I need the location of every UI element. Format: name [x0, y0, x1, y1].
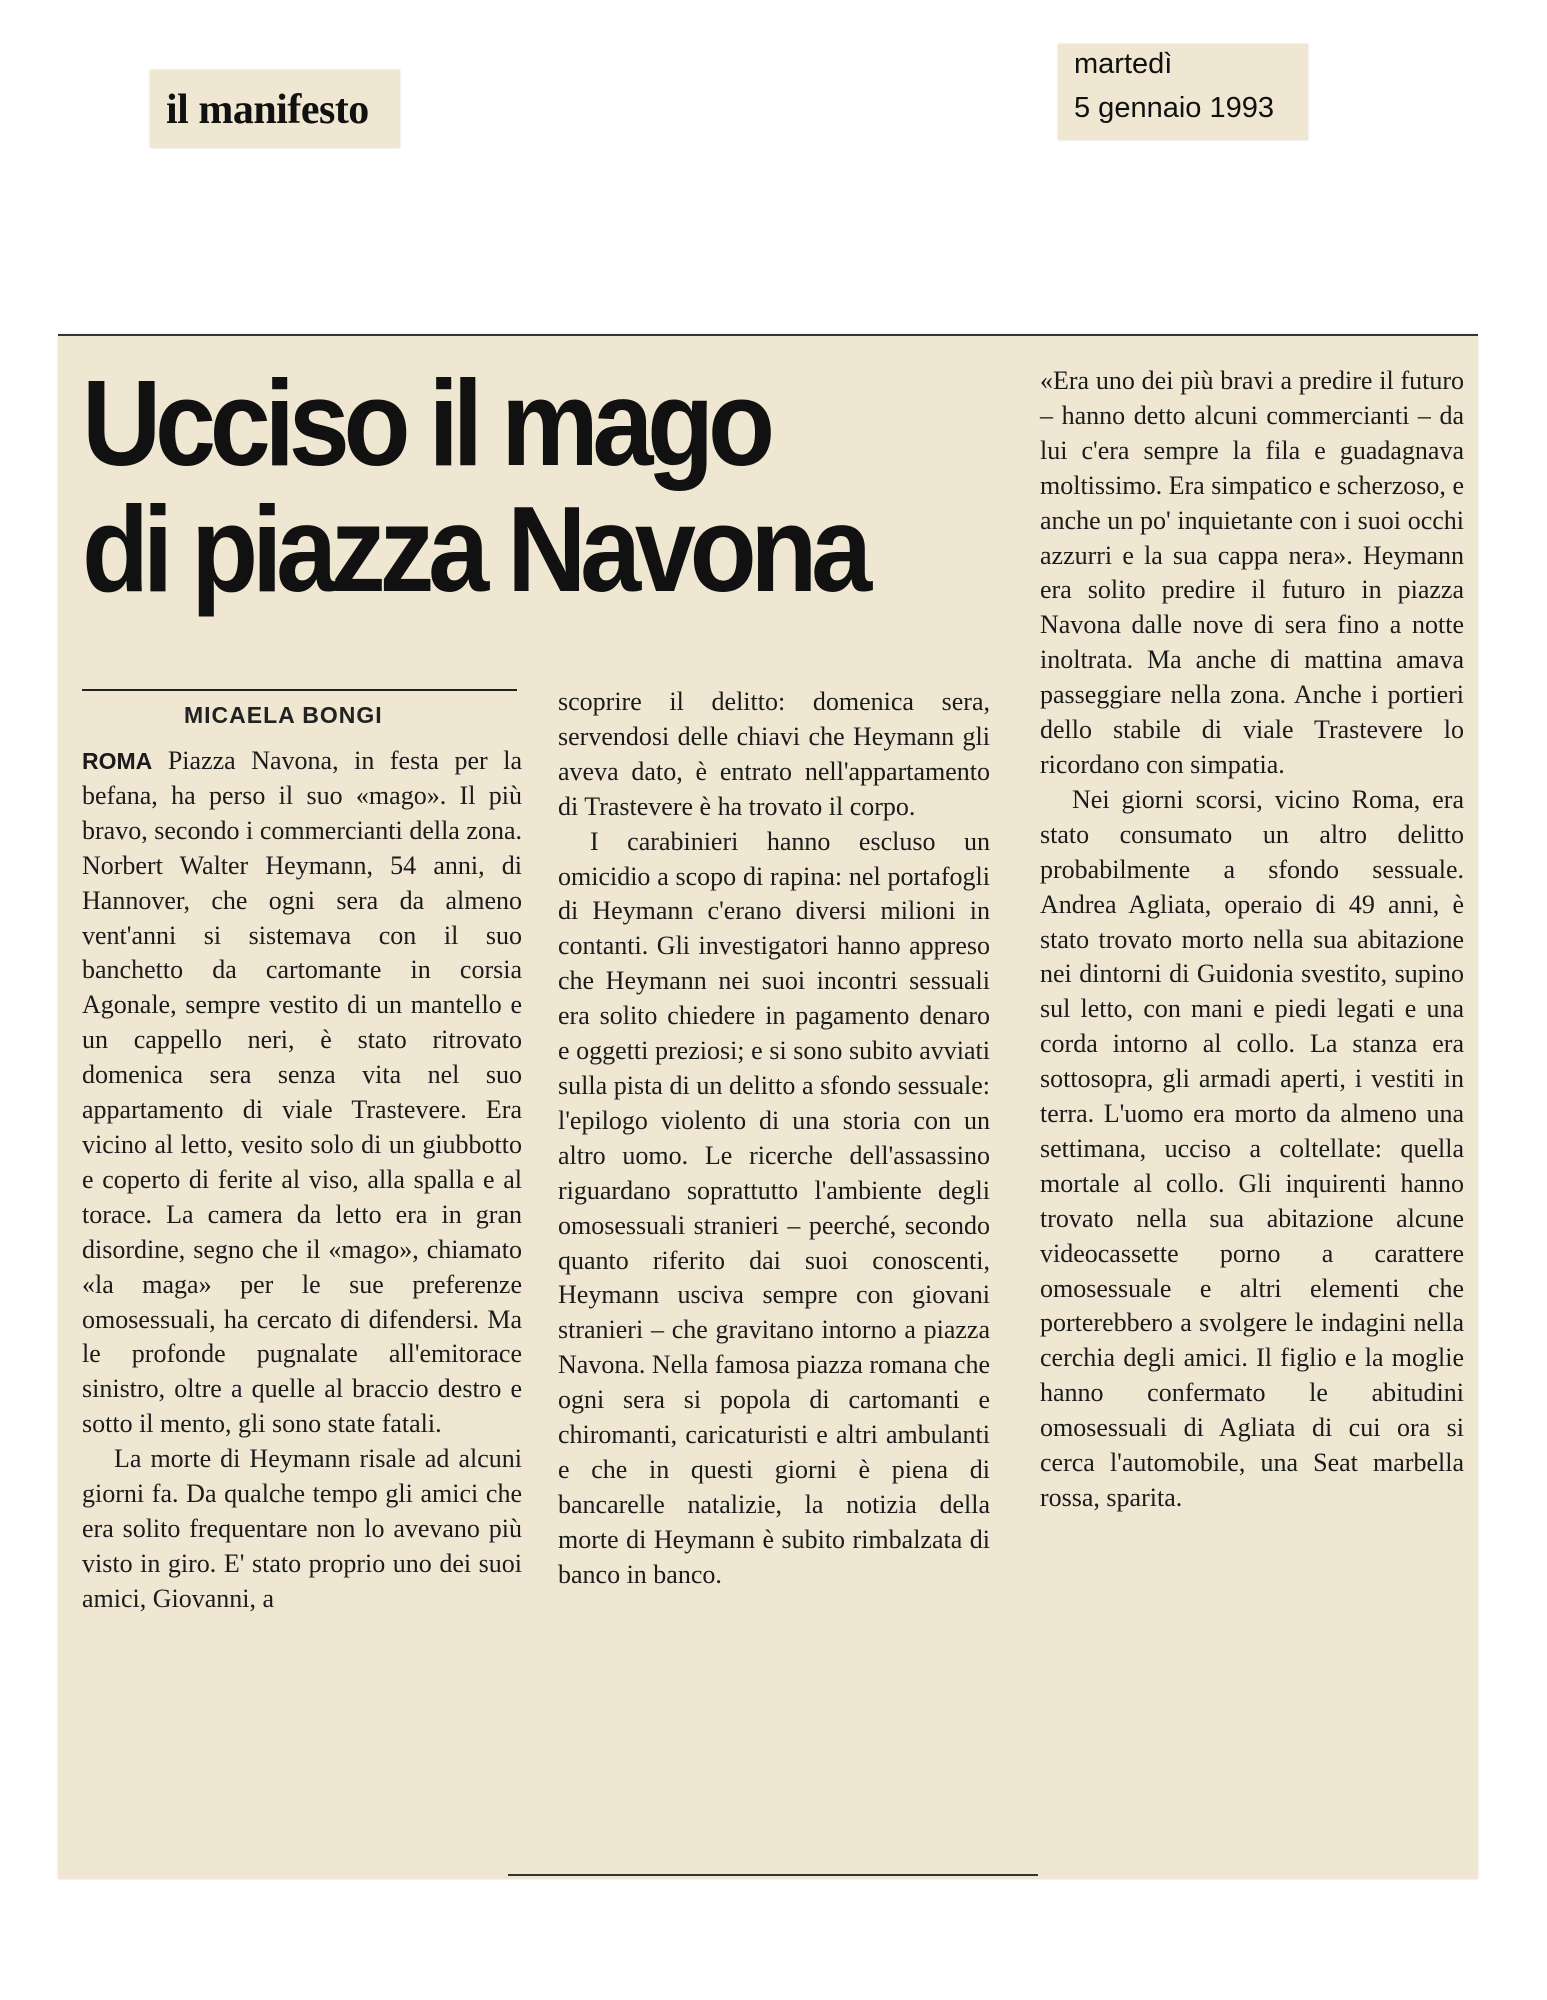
- date-clipping: [1058, 44, 1308, 140]
- dateline: ROMA: [82, 748, 153, 774]
- article-column-1: [82, 744, 522, 1617]
- byline-rule: [82, 689, 517, 691]
- col3-paragraph-1: «Era uno dei più bravi a predire il futuro – hanno detto alcuni commercianti – da lui c'era sempre la fila e guadagnava moltissimo. Era simpatico e scherzoso, e anche un po' inquietante con i suoi occhi azzurri e la sua cappa nera». Heymann era solito predire il futuro in piazza Navona dalle nove di sera fino a notte inoltrata. Ma anche di mattina amava passeggiare nella zona. Anche i portieri dello stabile di viale Trastevere lo ricordano con simpatia.: [1040, 366, 1464, 779]
- bottom-rule: [508, 1874, 1038, 1876]
- date-weekday: martedì: [1074, 48, 1173, 80]
- col2-paragraph-1: scoprire il delitto: domenica sera, servendosi delle chiavi che Heymann gli aveva dato, è entrato nell'appartamento di Trastevere è ha trovato il corpo.: [558, 687, 990, 821]
- headline: [82, 355, 892, 617]
- article-column-3: [1040, 364, 1464, 1516]
- col1-paragraph-1: Piazza Navona, in festa per la befana, ha perso il suo «mago». Il più bravo, secondo i commercianti della zona. Norbert Walter Heymann, 54 anni, di Hannover, che ogni sera da almeno vent'anni si sistemava con il suo banchetto da cartomante in corsia Agonale, sempre vestito di un mantello e un cappello neri, è stato ritrovato domenica sera senza vita nel suo appartamento di viale Trastevere. Era vicino al letto, vesito solo di un giubbotto e coperto di ferite al viso, alla spalla e al torace. La camera da letto era in gran disordine, segno che il «mago», chiamato «la maga» per le sue preferenze omosessuali, ha cercato di difendersi. Ma le profonde pugnalate all'emitorace sinistro, oltre a quelle al braccio destro e sotto il mento, gli sono state fatali.: [82, 746, 523, 1439]
- headline-line-2: di piazza Navona: [82, 481, 866, 617]
- top-rule: [58, 334, 1478, 336]
- col3-paragraph-2: Nei giorni scorsi, vicino Roma, era stato consumato un altro delitto probabilmente a sfondo sessuale. Andrea Agliata, operaio di 49 anni, è stato trovato morto nella sua abitazione nei dintorni di Guidonia svestito, supino sul letto, con mani e piedi legati e una corda intorno al collo. La stanza era sottosopra, gli armadi aperti, i vestiti in terra. L'uomo era morto da almeno una settimana, ucciso a coltellate: quella mortale al collo. Gli inquirenti hanno trovato nella sua abitazione alcune videocassette porno a carattere omosessuale e altri elementi che porterebbero a svolgere le indagini nella cerchia degli amici. Il figlio e la moglie hanno confermato le abitudini omosessuali di Agliata di cui ora si cerca l'automobile, una Seat marbella rossa, sparita.: [1040, 784, 1464, 1512]
- masthead-clipping: [150, 70, 400, 148]
- article-column-2: [558, 685, 990, 1593]
- newspaper-name: il manifesto: [166, 87, 369, 133]
- col2-paragraph-2: I carabinieri hanno escluso un omicidio a scopo di rapina: nel portafogli di Heymann c'erano diversi milioni in contanti. Gli investigatori hanno appreso che Heymann nei suoi incontri sessuali era solito chiedere in pagamento denaro e oggetti preziosi; e si sono subito avviati sulla pista di un delitto a sfondo sessuale: l'epilogo violento di una storia con un altro uomo. Le ricerche dell'assassino riguardano soprattutto l'ambiente degli omosessuali stranieri – peerché, secondo quanto riferito dai suoi conoscenti, Heymann usciva sempre con giovani stranieri – che gravitano intorno a piazza Navona. Nella famosa piazza romana che ogni sera si popola di cartomanti e chiromanti, caricaturisti e altri ambulanti e che in questi giorni è piena di bancarelle natalizie, la notizia della morte di Heymann è subito rimbalzata di banco in banco.: [558, 826, 990, 1589]
- byline: MICAELA BONGI: [184, 702, 383, 728]
- col1-paragraph-2: La morte di Heymann risale ad alcuni giorni fa. Da qualche tempo gli amici che era solito frequentare non lo avevano più visto in giro. E' stato proprio uno dei suoi amici, Giovanni, a: [82, 1444, 522, 1613]
- article-clipping: [58, 334, 1478, 1879]
- date-full: 5 gennaio 1993: [1074, 92, 1274, 124]
- headline-line-1: Ucciso il mago: [82, 355, 769, 491]
